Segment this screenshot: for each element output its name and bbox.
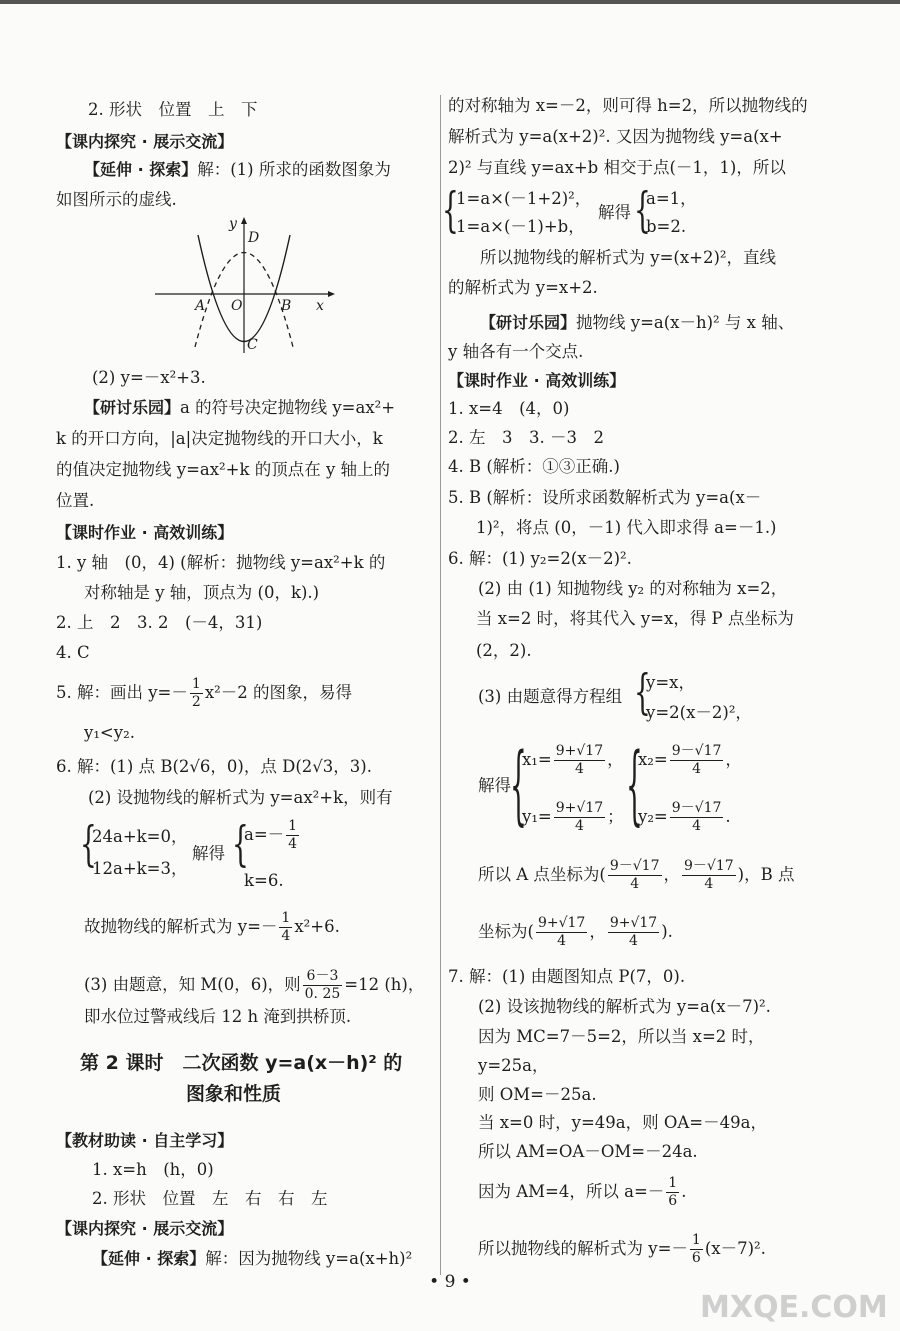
text-line: 位置. — [56, 491, 95, 510]
text-line: 则 OM=－25a. — [478, 1085, 597, 1104]
brace: { — [634, 664, 651, 720]
text-span: x²－2 的图象，易得 — [204, 683, 352, 702]
text-span: 解：因为抛物线 y=a(x+h)² — [205, 1249, 413, 1268]
denominator: 4 — [629, 933, 638, 949]
numerator: 9－√17 — [671, 800, 722, 816]
text-span: a 的符号决定抛物线 y=ax²+ — [180, 398, 396, 417]
text-span: y₁= — [522, 807, 552, 826]
label-y: y — [229, 216, 237, 232]
text-line: 2. 上 2 3. 2 (－4，31) — [56, 613, 263, 632]
text-line: 2. 形状 位置 左 右 右 左 — [92, 1189, 328, 1208]
text-line: 的解析式为 y=x+2. — [448, 278, 598, 297]
denominator: 4 — [288, 836, 298, 852]
text-line: 1. x=4 (4，0) — [448, 399, 570, 418]
text-line: 4. B (解析：①③正确.) — [448, 457, 620, 476]
label-x: x — [316, 298, 324, 314]
text-line: 12a+k=3， — [92, 859, 188, 878]
numerator: 9+√17 — [555, 743, 604, 759]
fraction — [279, 910, 292, 945]
denominator: 0. 25 — [304, 986, 341, 1002]
text-line: 即水位过警戒线后 12 h 淹到拱桥顶. — [84, 1007, 352, 1026]
page-number: • 9 • — [429, 1272, 471, 1292]
text-line: y₂= $\frac{9-√17}{4}$ . — [638, 800, 731, 834]
text-line: 1=a×(－1)+b， — [456, 217, 585, 236]
fraction — [536, 915, 587, 950]
text-line — [84, 910, 340, 945]
text-line: 如图所示的虚线. — [56, 190, 177, 209]
text-span: 抛物线 y=a(x－h)² 与 x 轴、 — [576, 313, 795, 332]
x-axis-arrow — [328, 291, 335, 297]
numerator: 9+√17 — [555, 800, 604, 816]
text-span: 故抛物线的解析式为 y=－ — [84, 917, 278, 936]
numerator: 1 — [191, 676, 201, 692]
text-line: 的对称轴为 x=－2，则可得 h=2，所以抛物线的 — [448, 96, 808, 115]
lesson-title-2: 图象和性质 — [186, 1083, 282, 1105]
text-span: 所以抛物线的解析式为 y=－ — [478, 1239, 688, 1258]
brace: { — [80, 816, 97, 872]
numerator: 1 — [668, 1175, 678, 1191]
fraction — [554, 800, 605, 835]
text-line: 1)²，将点 (0，－1) 代入即求得 a=－1.) — [476, 518, 777, 537]
tag-label: 【延伸 · 探索】 — [84, 160, 198, 179]
text-line: 2. 左 3 3. －3 2 — [448, 428, 604, 447]
text-span: 所以 A 点坐标为 — [478, 865, 600, 884]
brace: { — [626, 734, 643, 836]
text-line: 解得 — [598, 203, 631, 222]
label-C: C — [247, 337, 258, 353]
text-line — [244, 818, 301, 853]
text-line: 6. 解：(1) y₂=2(x－2)². — [448, 549, 632, 568]
text-line: 1. y 轴 (0，4) (解析：抛物线 y=ax²+k 的 — [56, 553, 386, 572]
fraction — [666, 1175, 679, 1210]
section-heading: 【教材助读 · 自主学习】 — [56, 1131, 234, 1150]
top-border — [0, 0, 900, 4]
text-line: 因为 MC=7－5=2，所以当 x=2 时， — [478, 1027, 765, 1046]
text-line: 6. 解：(1) 点 B(2√6，0)，点 D(2√3，3). — [56, 757, 372, 776]
numerator: 9－√17 — [671, 743, 722, 759]
numerator: 1 — [281, 910, 291, 926]
numerator: 1 — [288, 818, 298, 834]
numerator: 1 — [691, 1232, 701, 1248]
fraction — [190, 676, 203, 711]
numerator: 6－3 — [303, 968, 343, 986]
tag-label: 【研讨乐园】 — [84, 398, 181, 417]
denominator: 4 — [557, 933, 567, 949]
brace: { — [442, 182, 459, 238]
denominator: 4 — [692, 818, 702, 834]
text-line: 解得 — [478, 776, 511, 795]
text-line: 对称轴是 y 轴，顶点为 (0，k).) — [84, 583, 320, 602]
denominator: 6 — [668, 1193, 678, 1209]
text-line: (3) 由题意得方程组 — [478, 687, 623, 706]
text-span: x₁= — [522, 750, 552, 769]
denominator: 4 — [574, 761, 584, 777]
text-line: 1=a×(－1+2)²， — [456, 189, 592, 208]
text-span: 解：(1) 所求的函数图象为 — [197, 160, 391, 179]
text-line: 所以 AM=OA－OM=－24a. — [478, 1142, 698, 1161]
tag-label: 【研讨乐园】 — [480, 313, 577, 332]
text-line: k=6. — [244, 871, 284, 890]
parabola-graph — [150, 215, 340, 355]
section-heading: 【课时作业 · 高效训练】 — [56, 523, 234, 542]
text-line: 5. B (解析：设所求函数解析式为 y=a(x－ — [448, 488, 762, 507]
fraction — [682, 858, 736, 893]
denominator: 4 — [281, 928, 291, 944]
brace: { — [232, 816, 249, 872]
text-line: 1. x=h (h，0) — [92, 1160, 214, 1179]
text-line — [478, 1232, 766, 1267]
text-line: (2) 由 (1) 知抛物线 y₂ 的对称轴为 x=2， — [478, 579, 788, 598]
text-span: (x－7)². — [704, 1239, 766, 1258]
text-line: 坐标为( $\frac{9+√17}{4}$ ， $\frac{9+√17}{4}$ ). — [478, 915, 673, 949]
fraction — [608, 915, 659, 950]
brace: { — [510, 734, 527, 836]
text-line: y₁<y₂. — [84, 723, 135, 742]
denominator: 4 — [704, 876, 714, 892]
text-line — [84, 159, 391, 181]
text-line: x₁= $\frac{9+√17}{4}$ ， — [522, 743, 624, 777]
text-line: (2) 设该抛物线的解析式为 y=a(x－7)². — [478, 997, 771, 1016]
denominator: 4 — [630, 876, 640, 892]
fraction — [690, 1232, 703, 1267]
text-span: =12 (h)， — [344, 975, 425, 994]
text-line: 所以 A 点坐标为( $\frac{9-√17}{4}$ ， $\frac{9-√17}{4}$ )，B 点 — [478, 858, 795, 892]
text-line: 4. C — [56, 643, 90, 662]
text-line: y₁= $\frac{9+√17}{4}$ ； — [522, 800, 624, 834]
text-line: 当 x=0 时，y=49a，则 OA=－49a， — [478, 1113, 767, 1132]
fraction — [303, 968, 343, 1003]
text-line: 2)² 与直线 y=ax+b 相交于点(－1，1)，所以 — [448, 158, 786, 177]
text-line: a=1， — [646, 189, 697, 208]
text-line: (2) 设抛物线的解析式为 y=ax²+k，则有 — [88, 788, 393, 807]
text-line — [84, 397, 395, 419]
text-line: y=25a， — [478, 1056, 549, 1075]
column-divider — [440, 95, 441, 1275]
fraction — [554, 743, 605, 778]
text-span: a=－ — [244, 825, 285, 844]
text-line: 解得 — [192, 844, 225, 863]
text-line: 所以抛物线的解析式为 y=(x+2)²，直线 — [480, 248, 777, 267]
text-span: y₂= — [638, 807, 668, 826]
text-line: x₂= $\frac{9-√17}{4}$ ， — [638, 743, 742, 777]
text-span: (3) 由题意，知 M(0，6)，则 — [84, 975, 301, 994]
text-line: k 的开口方向，|a|决定抛物线的开口大小，k — [56, 429, 383, 448]
fraction — [608, 858, 662, 893]
text-line: y=2(x－2)²， — [646, 703, 752, 722]
denominator: 6 — [691, 1250, 701, 1266]
text-line: (2，2). — [476, 641, 532, 660]
text-line: y=x， — [646, 673, 695, 692]
label-O: O — [231, 298, 243, 314]
fraction — [286, 818, 299, 853]
text-line — [56, 676, 352, 711]
text-line: (2) y=－x²+3. — [92, 368, 206, 387]
text-line: 24a+k=0， — [92, 827, 188, 846]
tag-label: 【延伸 · 探索】 — [92, 1249, 206, 1268]
text-line: 当 x=2 时，将其代入 y=x，得 P 点坐标为 — [476, 609, 794, 628]
section-heading: 【课时作业 · 高效训练】 — [448, 371, 626, 390]
text-span: ，B 点 — [744, 865, 795, 884]
text-span: x²+6. — [294, 917, 340, 936]
y-axis-arrow — [241, 217, 247, 224]
label-A: A — [195, 298, 206, 314]
text-line — [92, 1248, 412, 1270]
numerator: 9－√17 — [609, 858, 660, 874]
text-span: 坐标为 — [478, 922, 528, 941]
watermark: MXQE.COM — [700, 1290, 888, 1325]
text-line: 因为 AM=4，所以 a=－ $\frac{1}{6}$ . — [478, 1175, 687, 1209]
denominator: 4 — [692, 761, 702, 777]
text-line: 解析式为 y=a(x+2)². 又因为抛物线 y=a(x+ — [448, 127, 783, 146]
brace: { — [634, 182, 651, 238]
numerator: 9－√17 — [684, 858, 734, 874]
fraction — [670, 800, 724, 835]
lesson-title: 第 2 课时 二次函数 y=a(x－h)² 的 — [80, 1052, 403, 1074]
text-line: b=2. — [646, 217, 687, 236]
text-span: 5. 解：画出 y=－ — [56, 683, 188, 702]
text-line: 2. 形状 位置 上 下 — [88, 100, 258, 119]
text-span: x₂= — [638, 750, 668, 769]
label-B: B — [281, 298, 292, 314]
text-line: 7. 解：(1) 由题图知点 P(7，0). — [448, 967, 686, 986]
section-heading: 【课内探究 · 展示交流】 — [56, 132, 234, 151]
numerator: 9+√17 — [537, 915, 586, 931]
denominator: 4 — [574, 818, 584, 834]
text-line: 的值决定抛物线 y=ax²+k 的顶点在 y 轴上的 — [56, 460, 391, 479]
numerator: 9+√17 — [609, 915, 658, 931]
section-heading: 【课内探究 · 展示交流】 — [56, 1219, 234, 1238]
denominator: 2 — [191, 694, 201, 710]
text-line — [84, 968, 424, 1003]
label-D: D — [248, 230, 260, 246]
fraction — [670, 743, 724, 778]
text-line: y 轴各有一个交点. — [448, 342, 584, 361]
text-span: 因为 AM=4，所以 a=－ — [478, 1182, 665, 1201]
text-line — [480, 312, 794, 334]
